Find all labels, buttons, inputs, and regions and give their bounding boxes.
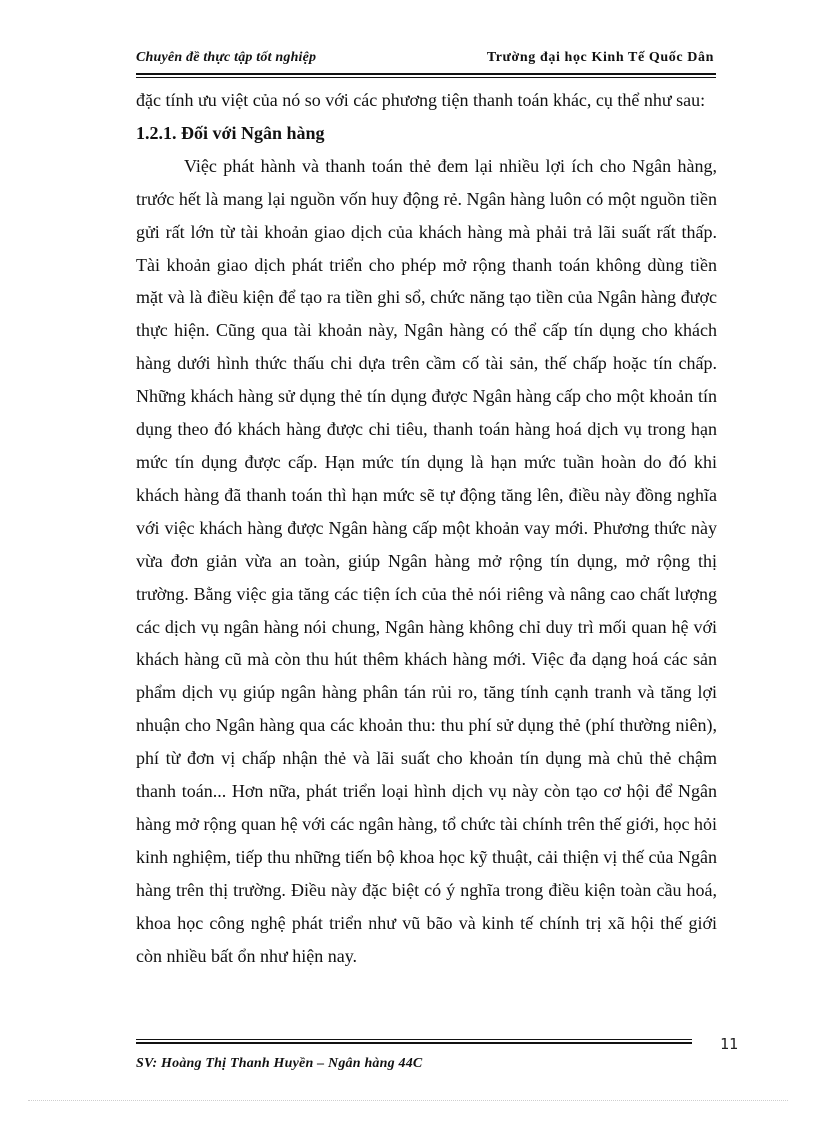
header-university: Trường đại học Kinh Tế Quốc Dân: [486, 50, 714, 65]
page-body: [136, 84, 717, 972]
page-header: [136, 50, 714, 72]
page-edge-divider: [28, 1100, 788, 1101]
body-paragraph: Việc phát hành và thanh toán thẻ đem lại nhiều lợi ích cho Ngân hàng, trước hết là mang lại nguồn vốn huy động rẻ. Ngân hàng luôn có một nguồn tiền gửi rất lớn từ tài khoản giao dịch của khách hàng mà phải trả lãi suất rất thấp. Tài khoản giao dịch phát triển cho phép mở rộng thanh toán không dùng tiền mặt và là điều kiện để tạo ra tiền ghi sổ, chức năng tạo tiền của Ngân hàng được thực hiện. Cũng qua tài khoản này, Ngân hàng có thể cấp tín dụng cho khách hàng dưới hình thức thấu chi dựa trên cầm cố tài sản, thế chấp hoặc tín chấp. Những khách hàng sử dụng thẻ tín dụng được Ngân hàng cấp cho một khoản tín dụng theo đó khách hàng được chi tiêu, thanh toán hàng hoá dịch vụ trong hạn mức tín dụng được cấp. Hạn mức tín dụng là hạn mức tuần hoàn do đó khi khách hàng đã thanh toán thì hạn mức sẽ tự động tăng lên, điều này đồng nghĩa với việc khách hàng được Ngân hàng cấp một khoản vay mới. Phương thức này vừa đơn giản vừa an toàn, giúp Ngân hàng mở rộng tín dụng, mở rộng thị trường. Bằng việc gia tăng các tiện ích của thẻ nói riêng và nâng cao chất lượng các dịch vụ ngân hàng nói chung, Ngân hàng không chỉ duy trì mối quan hệ với khách hàng cũ mà còn thu hút thêm khách hàng mới. Việc đa dạng hoá các sản phẩm dịch vụ giúp ngân hàng phân tán rủi ro, tăng tính cạnh tranh và tăng lợi nhuận cho Ngân hàng qua các khoản thu: thu phí sử dụng thẻ (phí thường niên), phí từ đơn vị chấp nhận thẻ và lãi suất cho khoản tín dụng mà chủ thẻ chậm thanh toán... Hơn nữa, phát triển loại hình dịch vụ này còn tạo cơ hội để Ngân hàng mở rộng quan hệ với các ngân hàng, tổ chức tài chính trên thế giới, học hỏi kinh nghiệm, tiếp thu những tiến bộ khoa học kỹ thuật, cải thiện vị thế của Ngân hàng trên thị trường. Điều này đặc biệt có ý nghĩa trong điều kiện toàn cầu hoá, khoa học công nghệ phát triển như vũ bão và kinh tế chính trị xã hội thế giới còn nhiều bất ổn như hiện nay.: [136, 155, 717, 966]
footer-author: SV: Hoàng Thị Thanh Huyền – Ngân hàng 44C: [136, 1056, 423, 1071]
section-heading: 1.2.1. Đối với Ngân hàng: [136, 122, 325, 143]
header-document-type: Chuyên đề thực tập tốt nghiệp: [136, 50, 317, 65]
footer-divider: [136, 1039, 692, 1044]
header-divider: [136, 73, 716, 78]
intro-text: đặc tính ưu việt của nó so với các phương tiện thanh toán khác, cụ thể như sau:: [136, 90, 706, 110]
page-number: 11: [720, 1035, 739, 1053]
